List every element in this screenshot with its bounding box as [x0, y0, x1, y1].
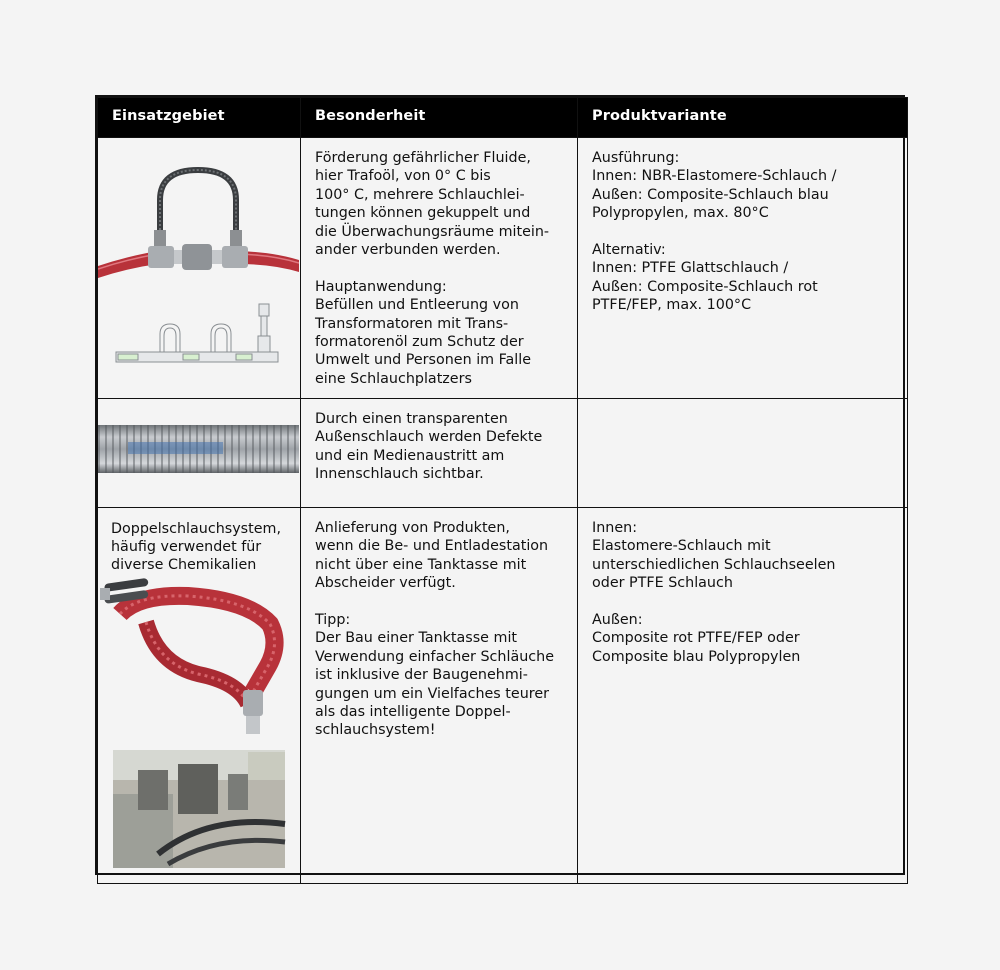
table-row: [98, 399, 908, 508]
einsatzgebiet-images: [98, 138, 300, 398]
doppelschlauch-schema-zeichnung: [116, 304, 278, 362]
header-produktvariante: Produktvariante: [578, 98, 908, 138]
anlage-foto: [113, 750, 285, 868]
besonderheit-text: Durch einen transparenten Außenschlauch werden Defekte und ein Medienaustritt am Innenschlauch sichtbar.: [315, 411, 543, 483]
besonderheit-cell: [301, 399, 578, 508]
einsatzgebiet-cell: [98, 508, 301, 884]
produktvariante-cell: [578, 508, 908, 884]
produktvariante-cell: [578, 399, 908, 508]
product-table-frame: [95, 95, 905, 875]
produktvariante-text: [578, 399, 907, 410]
einsatzgebiet-cell: [98, 138, 301, 399]
header-einsatzgebiet: Einsatzgebiet: [98, 98, 301, 138]
roter-composite-schlauch-foto: [98, 574, 299, 874]
header-besonderheit: Besonderheit: [301, 98, 578, 138]
produktvariante-text: Innen: Elastomere-Schlauch mit unterschiedlichen Schlauchseelen oder PTFE Schlauch Außen: Composite rot PTFE/FEP oder Composite blau Polypropylen: [592, 520, 836, 665]
besonderheit-text: Förderung gefährlicher Fluide, hier Trafoöl, von 0° C bis 100° C, mehrere Schlauchlei- tungen können gekuppelt und die Überwachungsräume mitein- ander verbunden werden. Hauptanwendung: Befüllen und Entleerung von Transformatoren mit Trans- formatorenöl zum Schutz der Umwelt und Personen im Falle eine Schlauchplatzers: [315, 150, 550, 387]
table-header-row: [98, 98, 908, 138]
transparenter-schlauch-foto: [98, 399, 299, 503]
besonderheit-cell: [301, 138, 578, 399]
table-row: [98, 508, 908, 884]
besonderheit-cell: [301, 508, 578, 884]
doppelschlauch-kupplung-foto: [98, 138, 299, 394]
table-row: [98, 138, 908, 399]
produktvariante-text: Ausführung: Innen: NBR-Elastomere-Schlauch / Außen: Composite-Schlauch blau Polypropylen, max. 80°C Alternativ: Innen: PTFE Glattschlauch / Außen: Composite-Schlauch rot PTFE/FEP, max. 100°C: [592, 150, 837, 314]
einsatzgebiet-images: [98, 399, 300, 507]
produktvariante-cell: [578, 138, 908, 399]
einsatzgebiet-cell: [98, 399, 301, 508]
product-table: [97, 97, 908, 884]
besonderheit-text: Anlieferung von Produkten, wenn die Be- und Entladestation nicht über eine Tanktasse mit Abscheider verfügt. Tipp: Der Bau einer Tanktasse mit Verwendung einfacher Schläuche ist inklusive der Baugenehmi- gungen um ein Vielfaches teurer als das intelligente Doppel- schlauchsystem!: [315, 520, 554, 739]
einsatzgebiet-caption: Doppelschlauchsystem, häufig verwendet für diverse Chemikalien: [111, 521, 281, 573]
